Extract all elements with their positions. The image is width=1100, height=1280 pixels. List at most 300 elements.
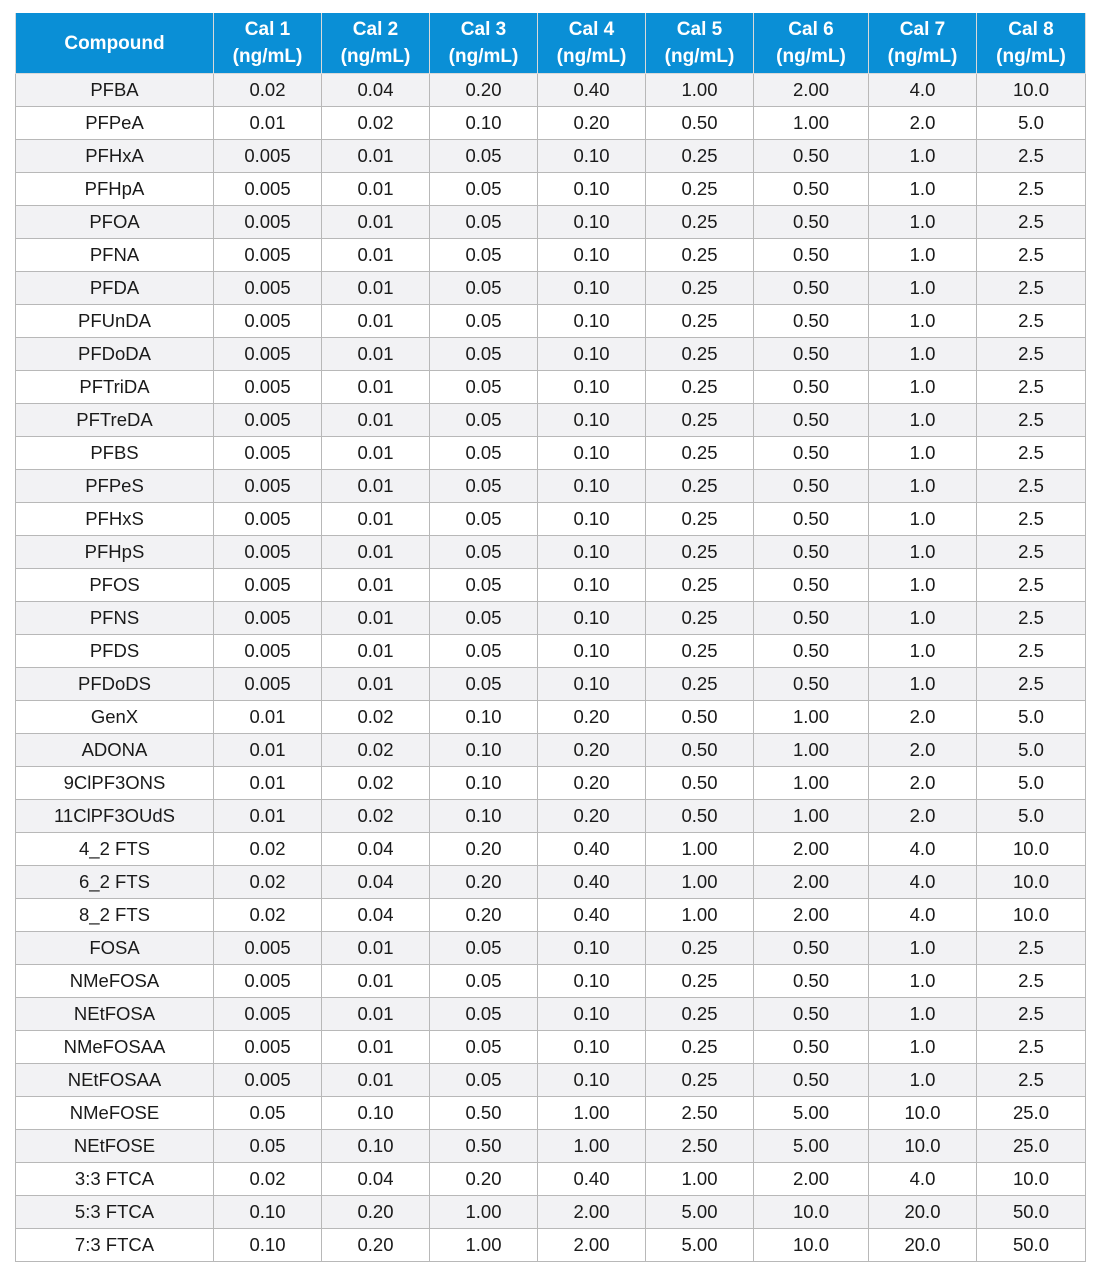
cal-4-cell: 0.10 (538, 404, 646, 437)
cal-6-cell: 1.00 (754, 767, 869, 800)
cal-6-cell: 0.50 (754, 305, 869, 338)
cal-5-cell: 1.00 (646, 74, 754, 107)
cal-2-cell: 0.02 (322, 734, 430, 767)
cal-6-cell: 1.00 (754, 800, 869, 833)
cal-3-cell: 0.05 (430, 272, 538, 305)
cal-8-cell: 2.5 (977, 932, 1086, 965)
header-cal-name: Cal 7 (899, 19, 946, 40)
cal-1-cell: 0.005 (214, 338, 322, 371)
cal-3-cell: 0.05 (430, 932, 538, 965)
cal-7-cell: 1.0 (869, 998, 977, 1031)
cal-6-cell: 0.50 (754, 338, 869, 371)
cal-1-cell: 0.005 (214, 173, 322, 206)
cal-8-cell: 10.0 (977, 1163, 1086, 1196)
table-row (16, 635, 1086, 668)
cal-6-cell: 0.50 (754, 140, 869, 173)
cal-5-cell: 0.25 (646, 1064, 754, 1097)
cal-8-cell: 10.0 (977, 866, 1086, 899)
cal-7-cell: 10.0 (869, 1097, 977, 1130)
cal-2-cell: 0.01 (322, 965, 430, 998)
cal-3-cell: 0.05 (430, 470, 538, 503)
cal-3-cell: 0.50 (430, 1130, 538, 1163)
cal-2-cell: 0.01 (322, 206, 430, 239)
cal-2-cell: 0.20 (322, 1229, 430, 1262)
cal-6-cell: 1.00 (754, 734, 869, 767)
cal-4-cell: 0.10 (538, 602, 646, 635)
cal-3-cell: 0.05 (430, 1064, 538, 1097)
cal-5-cell: 0.25 (646, 965, 754, 998)
cal-5-cell: 0.25 (646, 404, 754, 437)
cal-7-cell: 4.0 (869, 74, 977, 107)
table-row (16, 866, 1086, 899)
cal-4-cell: 0.10 (538, 338, 646, 371)
table-row (16, 1064, 1086, 1097)
cal-4-cell: 0.10 (538, 503, 646, 536)
cal-5-cell: 0.25 (646, 602, 754, 635)
header-cal-8 (977, 13, 1086, 74)
header-cal-unit: (ng/mL) (232, 46, 303, 67)
cal-5-cell: 0.25 (646, 569, 754, 602)
cal-5-cell: 0.25 (646, 668, 754, 701)
table-row (16, 1130, 1086, 1163)
compound-cell: PFBS (16, 437, 214, 470)
cal-4-cell: 0.10 (538, 536, 646, 569)
cal-4-cell: 2.00 (538, 1196, 646, 1229)
cal-1-cell: 0.005 (214, 470, 322, 503)
cal-3-cell: 0.05 (430, 140, 538, 173)
cal-6-cell: 10.0 (754, 1196, 869, 1229)
compound-cell: 4_2 FTS (16, 833, 214, 866)
cal-6-cell: 2.00 (754, 899, 869, 932)
cal-8-cell: 2.5 (977, 965, 1086, 998)
cal-4-cell: 0.10 (538, 272, 646, 305)
cal-1-cell: 0.02 (214, 74, 322, 107)
cal-5-cell: 2.50 (646, 1130, 754, 1163)
cal-8-cell: 2.5 (977, 173, 1086, 206)
compound-cell: ADONA (16, 734, 214, 767)
table-row (16, 536, 1086, 569)
cal-7-cell: 4.0 (869, 866, 977, 899)
header-cal-3 (430, 13, 538, 74)
cal-1-cell: 0.005 (214, 272, 322, 305)
compound-cell: NEtFOSA (16, 998, 214, 1031)
cal-8-cell: 5.0 (977, 767, 1086, 800)
cal-4-cell: 0.20 (538, 800, 646, 833)
table-row (16, 899, 1086, 932)
header-cal-name: Cal 5 (676, 19, 723, 40)
compound-cell: PFUnDA (16, 305, 214, 338)
cal-6-cell: 2.00 (754, 833, 869, 866)
cal-5-cell: 1.00 (646, 1163, 754, 1196)
cal-8-cell: 25.0 (977, 1130, 1086, 1163)
cal-1-cell: 0.05 (214, 1097, 322, 1130)
cal-2-cell: 0.02 (322, 767, 430, 800)
cal-4-cell: 0.10 (538, 140, 646, 173)
cal-3-cell: 0.05 (430, 503, 538, 536)
compound-cell: PFOA (16, 206, 214, 239)
compound-cell: PFHxS (16, 503, 214, 536)
table-row (16, 602, 1086, 635)
cal-1-cell: 0.005 (214, 932, 322, 965)
cal-7-cell: 4.0 (869, 1163, 977, 1196)
cal-5-cell: 0.25 (646, 635, 754, 668)
table-row (16, 668, 1086, 701)
cal-4-cell: 0.20 (538, 107, 646, 140)
cal-5-cell: 0.25 (646, 272, 754, 305)
cal-6-cell: 0.50 (754, 602, 869, 635)
cal-4-cell: 0.10 (538, 371, 646, 404)
cal-8-cell: 25.0 (977, 1097, 1086, 1130)
header-cal-4 (538, 13, 646, 74)
cal-4-cell: 0.20 (538, 767, 646, 800)
cal-3-cell: 0.20 (430, 74, 538, 107)
compound-cell: PFPeS (16, 470, 214, 503)
cal-8-cell: 2.5 (977, 404, 1086, 437)
cal-8-cell: 5.0 (977, 734, 1086, 767)
cal-5-cell: 1.00 (646, 899, 754, 932)
calibration-table-container (15, 13, 1086, 1262)
table-row (16, 173, 1086, 206)
cal-3-cell: 0.05 (430, 404, 538, 437)
cal-5-cell: 0.25 (646, 503, 754, 536)
cal-2-cell: 0.01 (322, 1064, 430, 1097)
table-row (16, 305, 1086, 338)
cal-3-cell: 0.20 (430, 833, 538, 866)
cal-7-cell: 1.0 (869, 503, 977, 536)
table-row (16, 371, 1086, 404)
cal-7-cell: 1.0 (869, 569, 977, 602)
cal-7-cell: 1.0 (869, 602, 977, 635)
cal-2-cell: 0.04 (322, 833, 430, 866)
cal-5-cell: 0.25 (646, 305, 754, 338)
cal-8-cell: 2.5 (977, 668, 1086, 701)
table-row (16, 338, 1086, 371)
cal-8-cell: 2.5 (977, 470, 1086, 503)
header-cal-unit: (ng/mL) (996, 46, 1066, 67)
header-cal-6 (754, 13, 869, 74)
cal-7-cell: 4.0 (869, 833, 977, 866)
cal-3-cell: 0.10 (430, 800, 538, 833)
cal-2-cell: 0.01 (322, 371, 430, 404)
cal-1-cell: 0.005 (214, 635, 322, 668)
compound-cell: PFDoDS (16, 668, 214, 701)
cal-3-cell: 0.10 (430, 701, 538, 734)
cal-6-cell: 2.00 (754, 74, 869, 107)
cal-6-cell: 2.00 (754, 1163, 869, 1196)
cal-7-cell: 1.0 (869, 635, 977, 668)
cal-4-cell: 0.10 (538, 470, 646, 503)
cal-8-cell: 2.5 (977, 437, 1086, 470)
cal-4-cell: 0.40 (538, 1163, 646, 1196)
cal-4-cell: 0.10 (538, 1064, 646, 1097)
cal-4-cell: 0.10 (538, 998, 646, 1031)
compound-cell: NMeFOSE (16, 1097, 214, 1130)
cal-4-cell: 0.20 (538, 734, 646, 767)
cal-2-cell: 0.04 (322, 866, 430, 899)
cal-5-cell: 0.25 (646, 206, 754, 239)
cal-8-cell: 10.0 (977, 74, 1086, 107)
cal-6-cell: 1.00 (754, 701, 869, 734)
cal-2-cell: 0.02 (322, 800, 430, 833)
cal-8-cell: 5.0 (977, 701, 1086, 734)
compound-cell: PFDS (16, 635, 214, 668)
cal-2-cell: 0.01 (322, 470, 430, 503)
cal-4-cell: 0.10 (538, 305, 646, 338)
header-cal-name: Cal 4 (568, 19, 615, 40)
cal-6-cell: 0.50 (754, 635, 869, 668)
cal-8-cell: 2.5 (977, 536, 1086, 569)
cal-8-cell: 2.5 (977, 1031, 1086, 1064)
cal-2-cell: 0.01 (322, 404, 430, 437)
cal-2-cell: 0.01 (322, 1031, 430, 1064)
cal-1-cell: 0.02 (214, 833, 322, 866)
cal-1-cell: 0.005 (214, 140, 322, 173)
cal-2-cell: 0.01 (322, 536, 430, 569)
cal-3-cell: 0.05 (430, 668, 538, 701)
cal-7-cell: 1.0 (869, 965, 977, 998)
cal-2-cell: 0.01 (322, 239, 430, 272)
cal-2-cell: 0.04 (322, 899, 430, 932)
table-row (16, 965, 1086, 998)
cal-1-cell: 0.01 (214, 107, 322, 140)
header-cal-unit: (ng/mL) (556, 46, 627, 67)
cal-4-cell: 0.10 (538, 635, 646, 668)
cal-5-cell: 0.25 (646, 371, 754, 404)
cal-4-cell: 2.00 (538, 1229, 646, 1262)
table-row (16, 404, 1086, 437)
compound-cell: 8_2 FTS (16, 899, 214, 932)
cal-6-cell: 0.50 (754, 239, 869, 272)
header-cal-2 (322, 13, 430, 74)
cal-7-cell: 1.0 (869, 338, 977, 371)
cal-1-cell: 0.01 (214, 734, 322, 767)
cal-7-cell: 1.0 (869, 1031, 977, 1064)
cal-5-cell: 5.00 (646, 1229, 754, 1262)
cal-1-cell: 0.005 (214, 1064, 322, 1097)
header-cal-name: Cal 3 (460, 19, 507, 40)
cal-6-cell: 5.00 (754, 1097, 869, 1130)
header-cal-unit: (ng/mL) (664, 46, 735, 67)
cal-8-cell: 2.5 (977, 602, 1086, 635)
cal-3-cell: 0.10 (430, 734, 538, 767)
cal-3-cell: 0.05 (430, 1031, 538, 1064)
cal-3-cell: 0.10 (430, 767, 538, 800)
cal-6-cell: 0.50 (754, 932, 869, 965)
cal-1-cell: 0.005 (214, 536, 322, 569)
cal-3-cell: 0.50 (430, 1097, 538, 1130)
cal-3-cell: 0.05 (430, 437, 538, 470)
compound-cell: PFDA (16, 272, 214, 305)
table-row (16, 767, 1086, 800)
cal-1-cell: 0.10 (214, 1229, 322, 1262)
compound-cell: PFBA (16, 74, 214, 107)
cal-3-cell: 0.05 (430, 338, 538, 371)
cal-5-cell: 0.50 (646, 107, 754, 140)
compound-cell: NEtFOSE (16, 1130, 214, 1163)
table-row (16, 1196, 1086, 1229)
header-cal-unit: (ng/mL) (340, 46, 411, 67)
table-row (16, 239, 1086, 272)
cal-7-cell: 1.0 (869, 140, 977, 173)
cal-2-cell: 0.01 (322, 602, 430, 635)
compound-cell: 3:3 FTCA (16, 1163, 214, 1196)
table-body (16, 74, 1086, 1262)
cal-6-cell: 0.50 (754, 272, 869, 305)
cal-7-cell: 1.0 (869, 536, 977, 569)
table-row (16, 470, 1086, 503)
cal-3-cell: 0.05 (430, 635, 538, 668)
cal-7-cell: 1.0 (869, 1064, 977, 1097)
cal-6-cell: 0.50 (754, 173, 869, 206)
cal-2-cell: 0.01 (322, 668, 430, 701)
cal-5-cell: 0.25 (646, 173, 754, 206)
cal-1-cell: 0.005 (214, 998, 322, 1031)
cal-2-cell: 0.01 (322, 305, 430, 338)
cal-5-cell: 0.50 (646, 701, 754, 734)
cal-2-cell: 0.01 (322, 569, 430, 602)
cal-1-cell: 0.05 (214, 1130, 322, 1163)
cal-6-cell: 0.50 (754, 437, 869, 470)
calibration-table (15, 13, 1086, 1262)
table-row (16, 734, 1086, 767)
compound-cell: PFTreDA (16, 404, 214, 437)
header-cal-unit: (ng/mL) (448, 46, 519, 67)
compound-cell: NEtFOSAA (16, 1064, 214, 1097)
cal-8-cell: 2.5 (977, 140, 1086, 173)
cal-7-cell: 2.0 (869, 701, 977, 734)
cal-4-cell: 0.10 (538, 206, 646, 239)
table-row (16, 503, 1086, 536)
cal-5-cell: 0.25 (646, 1031, 754, 1064)
compound-cell: PFOS (16, 569, 214, 602)
cal-3-cell: 0.10 (430, 107, 538, 140)
cal-5-cell: 5.00 (646, 1196, 754, 1229)
cal-3-cell: 1.00 (430, 1196, 538, 1229)
cal-6-cell: 0.50 (754, 470, 869, 503)
cal-1-cell: 0.005 (214, 965, 322, 998)
cal-3-cell: 0.05 (430, 173, 538, 206)
cal-8-cell: 10.0 (977, 899, 1086, 932)
cal-8-cell: 2.5 (977, 272, 1086, 305)
cal-1-cell: 0.02 (214, 1163, 322, 1196)
cal-1-cell: 0.005 (214, 371, 322, 404)
cal-2-cell: 0.10 (322, 1130, 430, 1163)
cal-3-cell: 0.20 (430, 866, 538, 899)
cal-2-cell: 0.01 (322, 932, 430, 965)
cal-2-cell: 0.01 (322, 635, 430, 668)
header-row (16, 13, 1086, 74)
cal-5-cell: 0.25 (646, 338, 754, 371)
cal-7-cell: 10.0 (869, 1130, 977, 1163)
cal-4-cell: 0.40 (538, 833, 646, 866)
cal-5-cell: 0.25 (646, 239, 754, 272)
cal-4-cell: 1.00 (538, 1097, 646, 1130)
cal-3-cell: 0.05 (430, 305, 538, 338)
cal-8-cell: 2.5 (977, 569, 1086, 602)
cal-3-cell: 0.20 (430, 1163, 538, 1196)
cal-2-cell: 0.01 (322, 503, 430, 536)
table-header (16, 13, 1086, 74)
cal-8-cell: 2.5 (977, 206, 1086, 239)
cal-2-cell: 0.01 (322, 140, 430, 173)
cal-7-cell: 20.0 (869, 1229, 977, 1262)
cal-8-cell: 5.0 (977, 800, 1086, 833)
table-row (16, 998, 1086, 1031)
cal-1-cell: 0.01 (214, 767, 322, 800)
cal-3-cell: 0.05 (430, 206, 538, 239)
cal-6-cell: 0.50 (754, 404, 869, 437)
cal-7-cell: 1.0 (869, 668, 977, 701)
cal-3-cell: 0.05 (430, 569, 538, 602)
cal-4-cell: 0.40 (538, 866, 646, 899)
cal-8-cell: 2.5 (977, 239, 1086, 272)
cal-1-cell: 0.02 (214, 866, 322, 899)
cal-6-cell: 0.50 (754, 998, 869, 1031)
cal-5-cell: 1.00 (646, 833, 754, 866)
header-cal-1 (214, 13, 322, 74)
cal-7-cell: 2.0 (869, 107, 977, 140)
cal-8-cell: 2.5 (977, 503, 1086, 536)
cal-1-cell: 0.005 (214, 239, 322, 272)
cal-2-cell: 0.01 (322, 173, 430, 206)
compound-cell: 11ClPF3OUdS (16, 800, 214, 833)
cal-6-cell: 0.50 (754, 1031, 869, 1064)
cal-5-cell: 0.25 (646, 998, 754, 1031)
table-row (16, 932, 1086, 965)
cal-5-cell: 0.25 (646, 437, 754, 470)
cal-7-cell: 1.0 (869, 470, 977, 503)
cal-1-cell: 0.02 (214, 899, 322, 932)
header-cal-5 (646, 13, 754, 74)
cal-7-cell: 1.0 (869, 437, 977, 470)
cal-6-cell: 0.50 (754, 1064, 869, 1097)
cal-7-cell: 1.0 (869, 404, 977, 437)
cal-5-cell: 1.00 (646, 866, 754, 899)
compound-cell: PFNA (16, 239, 214, 272)
cal-6-cell: 0.50 (754, 536, 869, 569)
header-cal-name: Cal 6 (788, 19, 834, 40)
cal-5-cell: 0.50 (646, 734, 754, 767)
compound-cell: PFTriDA (16, 371, 214, 404)
compound-cell: PFHxA (16, 140, 214, 173)
cal-6-cell: 0.50 (754, 965, 869, 998)
cal-6-cell: 0.50 (754, 206, 869, 239)
cal-7-cell: 2.0 (869, 767, 977, 800)
cal-1-cell: 0.005 (214, 437, 322, 470)
compound-cell: PFNS (16, 602, 214, 635)
cal-6-cell: 0.50 (754, 668, 869, 701)
cal-8-cell: 2.5 (977, 635, 1086, 668)
cal-1-cell: 0.10 (214, 1196, 322, 1229)
table-row (16, 74, 1086, 107)
cal-6-cell: 5.00 (754, 1130, 869, 1163)
cal-1-cell: 0.01 (214, 701, 322, 734)
compound-cell: PFHpS (16, 536, 214, 569)
cal-8-cell: 10.0 (977, 833, 1086, 866)
cal-7-cell: 2.0 (869, 734, 977, 767)
header-cal-7 (869, 13, 977, 74)
compound-cell: 9ClPF3ONS (16, 767, 214, 800)
compound-cell: 5:3 FTCA (16, 1196, 214, 1229)
compound-cell: PFDoDA (16, 338, 214, 371)
cal-3-cell: 1.00 (430, 1229, 538, 1262)
cal-5-cell: 0.50 (646, 800, 754, 833)
cal-7-cell: 2.0 (869, 800, 977, 833)
cal-2-cell: 0.02 (322, 107, 430, 140)
cal-7-cell: 1.0 (869, 932, 977, 965)
compound-cell: 6_2 FTS (16, 866, 214, 899)
compound-cell: PFPeA (16, 107, 214, 140)
